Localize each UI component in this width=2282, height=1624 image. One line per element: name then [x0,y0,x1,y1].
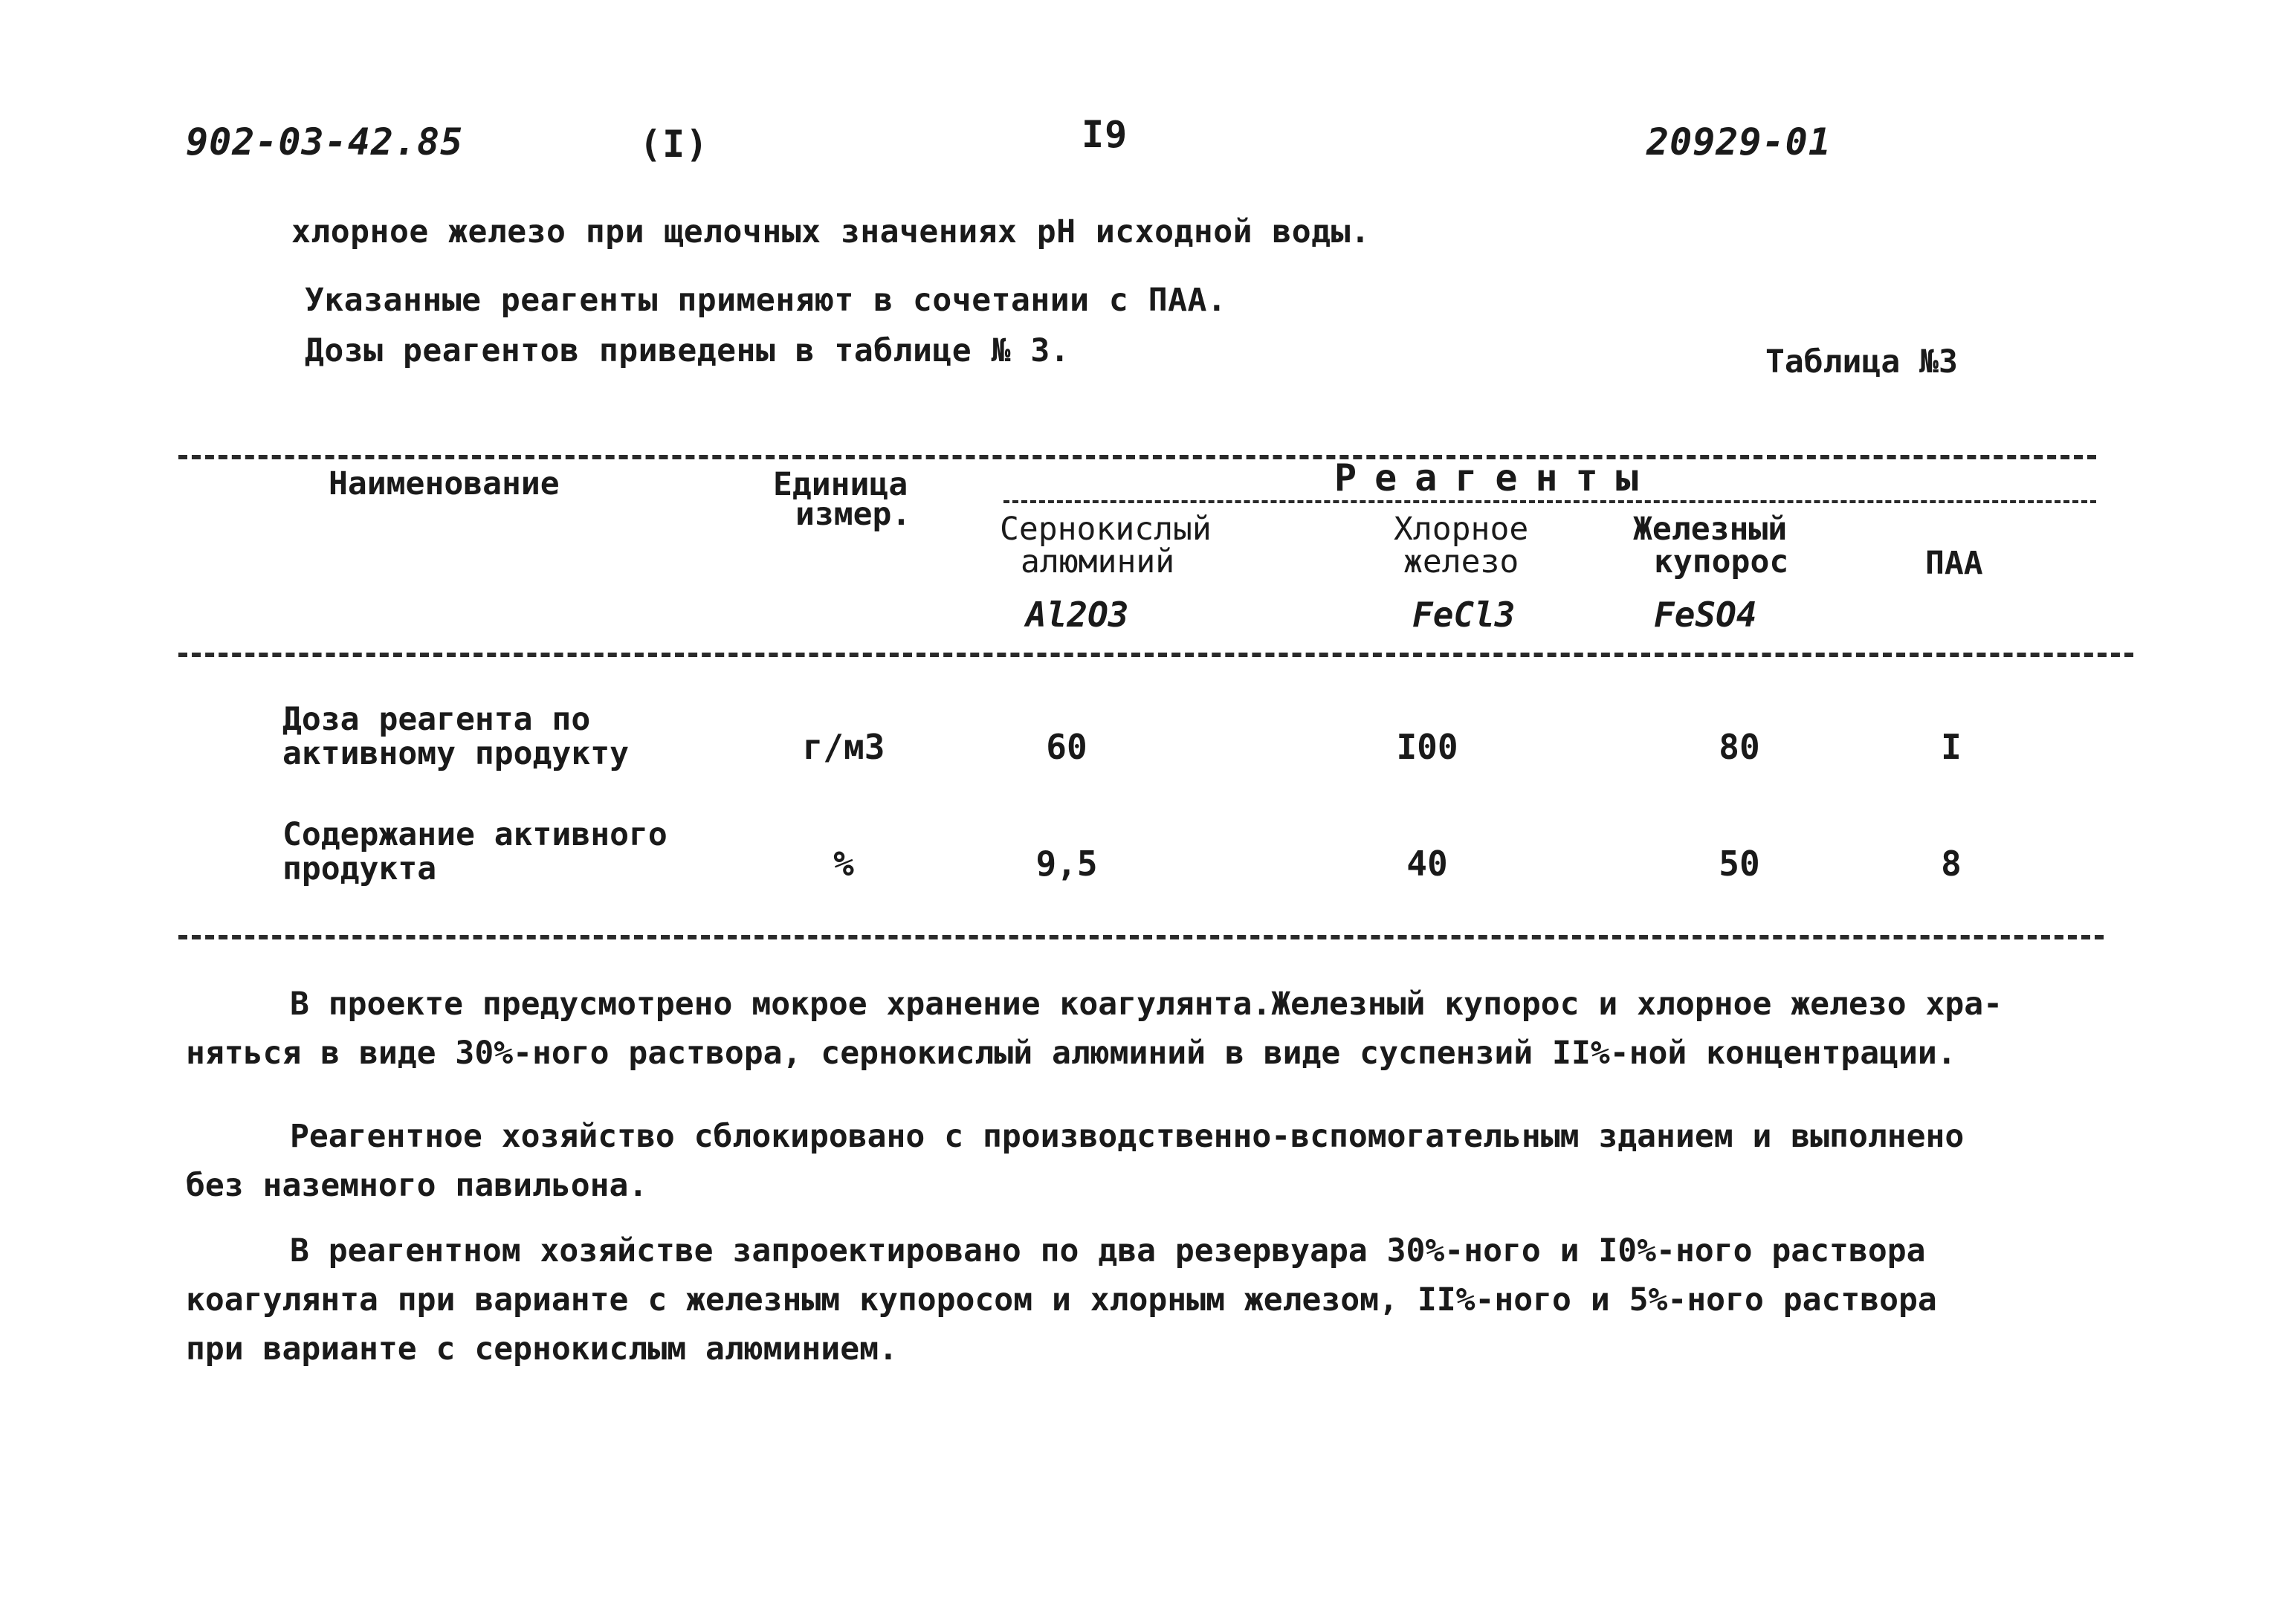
intro-line-1: хлорное железо при щелочных значениях pH исходной воды. [291,213,1371,250]
document-code: 902-03-42.85 [186,120,464,164]
paragraph-storage [186,980,2003,1078]
table-row-1-label [282,702,629,771]
row-2-value-4: 8 [1941,844,1962,884]
row-2-value-1: 9,5 [1035,844,1098,884]
paragraph-3-line-1: В реагентном хозяйстве запроектировано по два резервуара 30%-ного и I0%-ного раствора [290,1232,1926,1269]
reagent-3-formula: FeSO4 [1654,595,1757,635]
row-1-unit: г/м3 [802,727,885,767]
table-header-rule [178,653,2133,657]
reagents-group-header: Реагенты [1334,456,1656,499]
reagent-2-formula: FeCl3 [1412,595,1516,635]
reagent-1-name-line-1: Сернокислый [1000,511,1212,548]
reagent-3-name-line-1: Железный [1633,511,1788,548]
reagent-3-name-line-2: купорос [1654,543,1789,580]
col-header-reagent-2 [1394,513,1528,578]
col-header-reagent-1 [1000,513,1212,578]
reagent-2-name-line-2: железо [1403,543,1519,580]
archive-number: 20929-01 [1646,120,1832,164]
page-number: I9 [1082,113,1128,156]
row-2-value-3: 50 [1719,844,1760,884]
row-1-value-1: 60 [1046,727,1087,767]
paragraph-1-line-2: няться в виде 30%-ного раствора, сернокислый алюминий в виде суспензий II%-ной концентрации. [186,1035,1956,1072]
col-header-unit-line-2: измер. [795,496,911,533]
table-bottom-rule [178,935,2104,939]
row-1-value-4: I [1941,727,1962,767]
paragraph-facility [186,1112,1964,1210]
reagent-1-formula: Al2O3 [1026,595,1129,635]
col-header-reagent-4: ПАА [1925,545,1983,582]
row-2-label-line-1: Содержание активного [282,816,668,853]
col-header-name: Наименование [329,465,560,502]
row-1-label-line-1: Доза реагента по [282,701,591,738]
intro-line-2: Указанные реагенты применяют в сочетании с ПАА. [305,282,1227,319]
row-2-value-2: 40 [1406,844,1448,884]
row-1-value-2: I00 [1396,727,1458,767]
table-caption: Таблица №3 [1765,343,1958,381]
paragraph-tanks [186,1226,1937,1374]
row-1-value-3: 80 [1719,727,1760,767]
reagents-group-rule [1003,500,2096,503]
intro-line-3: Дозы реагентов приведены в таблице № 3. [305,332,1070,369]
part-number: (I) [639,123,709,166]
paragraph-2-line-2: без наземного павильона. [186,1167,648,1204]
col-header-unit-line-1: Единица [773,466,908,503]
col-header-unit [773,466,911,533]
row-2-unit: % [833,844,854,884]
table-top-rule [178,455,2096,459]
paragraph-3-line-2: коагулянта при варианте с железным купоросом и хлорным железом, II%-ного и 5%-ного раствора [186,1281,1937,1319]
col-header-reagent-3 [1632,513,1788,578]
paragraph-1-line-1: В проекте предусмотрено мокрое хранение коагулянта.Железный купорос и хлорное железо хра- [290,986,2003,1023]
reagent-1-name-line-2: алюминий [1021,543,1175,580]
paragraph-2-line-1: Реагентное хозяйство сблокировано с производственно-вспомогательным зданием и выполнено [290,1118,1965,1155]
row-1-label-line-2: активному продукту [282,735,629,772]
table-row-2-label [282,818,668,886]
reagent-2-name-line-1: Хлорное [1394,511,1529,548]
paragraph-3-line-3: при варианте с сернокислым алюминием. [186,1330,898,1368]
row-2-label-line-2: продукта [282,850,437,887]
